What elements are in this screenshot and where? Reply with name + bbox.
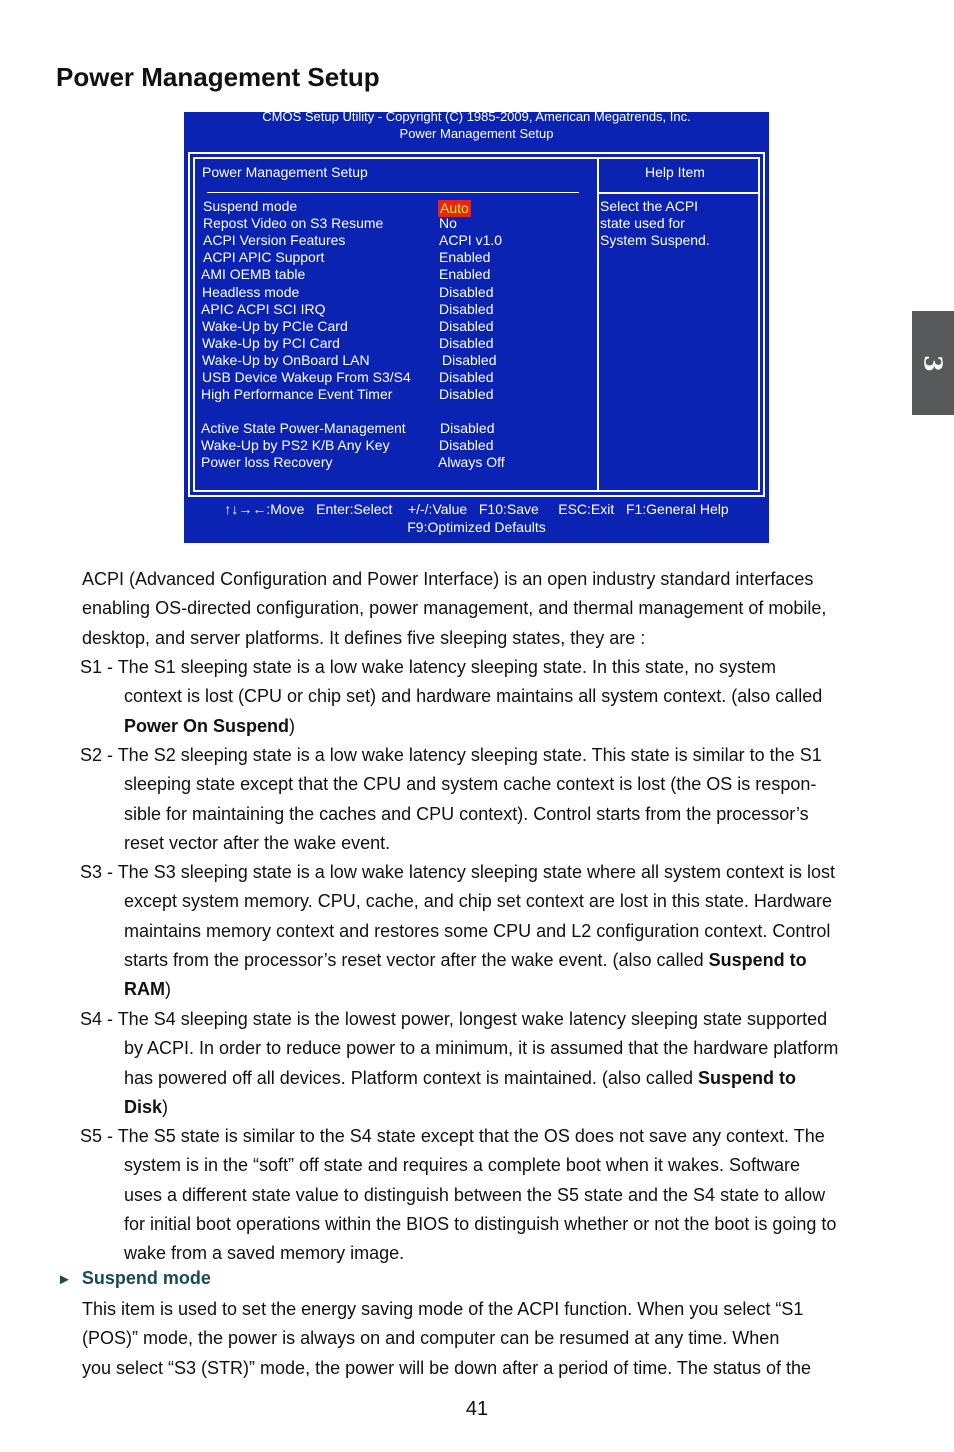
bios-setting-value-selected[interactable]: Auto bbox=[440, 200, 469, 216]
bios-setting-label[interactable]: High Performance Event Timer bbox=[201, 386, 393, 402]
bios-setting-value[interactable]: Disabled bbox=[440, 420, 495, 436]
bios-setting-label[interactable]: USB Device Wakeup From S3/S4 bbox=[202, 369, 411, 385]
bios-setting-label[interactable]: Suspend mode bbox=[203, 198, 298, 214]
bios-setting-label[interactable]: Wake-Up by OnBoard LAN bbox=[202, 352, 370, 368]
s3-line-tail: ) bbox=[165, 979, 171, 1000]
s4-line: S4 - The S4 sleeping state is the lowest power, longest wake latency sleeping state supported bbox=[80, 1009, 828, 1029]
s1-line-tail: ) bbox=[289, 715, 296, 736]
triangle-right-icon: ► bbox=[57, 1271, 72, 1288]
bios-screen bbox=[184, 109, 769, 543]
bios-setting-value[interactable]: Disabled bbox=[439, 284, 494, 300]
s3-state-name: Suspend to bbox=[708, 949, 807, 970]
s2-line: sible for maintaining the caches and CPU context). Control starts from the processor’s bbox=[124, 803, 809, 824]
s5-line: wake from a saved memory image. bbox=[124, 1243, 405, 1264]
intro-line: desktop, and server platforms. It defines five sleeping states, they are : bbox=[82, 627, 646, 648]
s2-line: S2 - The S2 sleeping state is a low wake latency sleeping state. This state is similar to the S1 bbox=[80, 745, 822, 765]
bios-setting-value[interactable]: ACPI v1.0 bbox=[439, 232, 503, 248]
bios-setting-value[interactable]: Enabled bbox=[439, 266, 491, 282]
bios-help-line: state used for bbox=[600, 215, 685, 231]
bios-setting-value[interactable]: No bbox=[439, 215, 457, 231]
s5-line: uses a different state value to distinguish between the S5 state and the S4 state to allow bbox=[124, 1184, 826, 1205]
suspend-line: you select “S3 (STR)” mode, the power will be down after a period of time. The status of the bbox=[82, 1357, 812, 1378]
bios-header-title: Power Management Setup bbox=[399, 126, 554, 141]
bios-column-divider bbox=[597, 159, 599, 490]
s2-line: sleeping state except that the CPU and system cache context is lost (the OS is respon- bbox=[124, 774, 817, 795]
chapter-tab bbox=[912, 311, 954, 415]
bios-setting-value[interactable]: Disabled bbox=[439, 318, 494, 334]
s4-state-name: Suspend to bbox=[697, 1067, 796, 1088]
bios-setting-label[interactable]: AMI OEMB table bbox=[201, 266, 306, 282]
bios-setting-label[interactable]: Active State Power-Management bbox=[201, 420, 406, 436]
bios-setting-value[interactable]: Disabled bbox=[442, 352, 497, 368]
s3-line bbox=[80, 946, 910, 975]
s4-state-name-end: Disk bbox=[124, 1096, 163, 1117]
bios-help-line: System Suspend. bbox=[600, 232, 710, 248]
s2-description bbox=[80, 741, 910, 858]
s1-line: S1 - The S1 sleeping state is a low wake latency sleeping state. In this state, no system bbox=[80, 657, 777, 677]
bios-setting-value[interactable]: Disabled bbox=[439, 437, 494, 453]
s4-line bbox=[80, 1064, 910, 1093]
bios-setting-value[interactable]: Disabled bbox=[439, 386, 494, 402]
bios-panel-title: Power Management Setup bbox=[202, 164, 368, 180]
bios-left-rule bbox=[207, 192, 579, 193]
bios-main-frame bbox=[188, 152, 765, 497]
bios-setting-value[interactable]: Disabled bbox=[439, 335, 494, 351]
s5-line: system is in the “soft” off state and requires a complete boot when it wakes. Software bbox=[124, 1155, 800, 1176]
bios-help-line: Select the ACPI bbox=[600, 198, 699, 214]
chapter-number: 3 bbox=[918, 355, 948, 372]
bios-header-copyright: CMOS Setup Utility - Copyright (C) 1985-2009, American Megatrends, Inc. bbox=[262, 109, 691, 124]
suspend-mode-description bbox=[82, 1295, 912, 1383]
bios-setting-value[interactable]: Always Off bbox=[438, 454, 505, 470]
s3-state-name-end: RAM bbox=[124, 979, 165, 1000]
bios-setting-label[interactable]: Wake-Up by PCIe Card bbox=[202, 318, 348, 334]
s3-line-text: starts from the processor’s reset vector after the wake event. (also called bbox=[124, 949, 709, 970]
bios-help-title: Help Item bbox=[645, 164, 705, 180]
s1-line bbox=[80, 712, 910, 741]
bios-setting-label[interactable]: APIC ACPI SCI IRQ bbox=[201, 301, 326, 317]
s3-line: maintains memory context and restores some CPU and L2 configuration context. Control bbox=[124, 920, 831, 941]
suspend-mode-heading-text: Suspend mode bbox=[81, 1268, 211, 1288]
s4-line-text: has powered off all devices. Platform context is maintained. (also called bbox=[124, 1067, 698, 1088]
bios-key-legend-defaults: F9:Optimized Defaults bbox=[407, 519, 546, 535]
suspend-line: (POS)” mode, the power is always on and computer can be resumed at any time. When bbox=[82, 1328, 780, 1349]
s3-line: except system memory. CPU, cache, and chip set context are lost in this state. Hardware bbox=[124, 891, 832, 912]
bios-setting-label[interactable]: Headless mode bbox=[202, 284, 300, 300]
s4-line: by ACPI. In order to reduce power to a minimum, it is assumed that the hardware platform bbox=[124, 1038, 839, 1059]
bios-setting-value[interactable]: Disabled bbox=[439, 369, 494, 385]
bios-setting-label[interactable]: Power loss Recovery bbox=[201, 454, 333, 470]
bios-setting-value[interactable]: Enabled bbox=[439, 249, 491, 265]
suspend-mode-heading bbox=[57, 1268, 211, 1289]
bios-setting-label[interactable]: ACPI Version Features bbox=[203, 232, 346, 248]
bios-inner-frame bbox=[193, 157, 760, 492]
s3-description bbox=[80, 858, 910, 1004]
bios-setting-value[interactable]: Disabled bbox=[439, 301, 494, 317]
s5-line: for initial boot operations within the BIOS to distinguish whether or not the boot is going to bbox=[124, 1213, 837, 1234]
bios-key-legend: ↑↓→←:Move Enter:Select +/-/:Value F10:Save ESC:Exit F1:General Help bbox=[224, 501, 729, 517]
s4-description bbox=[80, 1005, 910, 1122]
bios-setting-label[interactable]: Wake-Up by PCI Card bbox=[202, 335, 340, 351]
intro-paragraph bbox=[82, 565, 912, 653]
s1-state-name: Power On Suspend bbox=[124, 715, 290, 736]
s2-line: reset vector after the wake event. bbox=[124, 832, 391, 853]
bios-help-rule bbox=[597, 192, 758, 194]
s5-description bbox=[80, 1122, 910, 1268]
bios-setting-label[interactable]: Wake-Up by PS2 K/B Any Key bbox=[201, 437, 390, 453]
page-title: Power Management Setup bbox=[56, 62, 380, 92]
bios-setting-label[interactable]: Repost Video on S3 Resume bbox=[203, 215, 384, 231]
s4-line bbox=[80, 1093, 910, 1122]
s1-line: context is lost (CPU or chip set) and hardware maintains all system context. (also called bbox=[124, 686, 823, 707]
intro-line: ACPI (Advanced Configuration and Power Interface) is an open industry standard interfaces bbox=[82, 569, 814, 589]
intro-line: enabling OS-directed configuration, power management, and thermal management of mobile, bbox=[82, 598, 827, 619]
s5-line: S5 - The S5 state is similar to the S4 state except that the OS does not save any context. The bbox=[80, 1126, 825, 1146]
s4-line-tail: ) bbox=[162, 1096, 169, 1117]
s3-line bbox=[80, 975, 910, 1004]
bios-setting-label[interactable]: ACPI APIC Support bbox=[203, 249, 325, 265]
suspend-line: This item is used to set the energy saving mode of the ACPI function. When you select “S1 bbox=[82, 1299, 804, 1319]
s3-line: S3 - The S3 sleeping state is a low wake latency sleeping state where all system context is lost bbox=[80, 862, 836, 882]
page-number: 41 bbox=[465, 1398, 489, 1420]
s1-description bbox=[80, 653, 910, 741]
